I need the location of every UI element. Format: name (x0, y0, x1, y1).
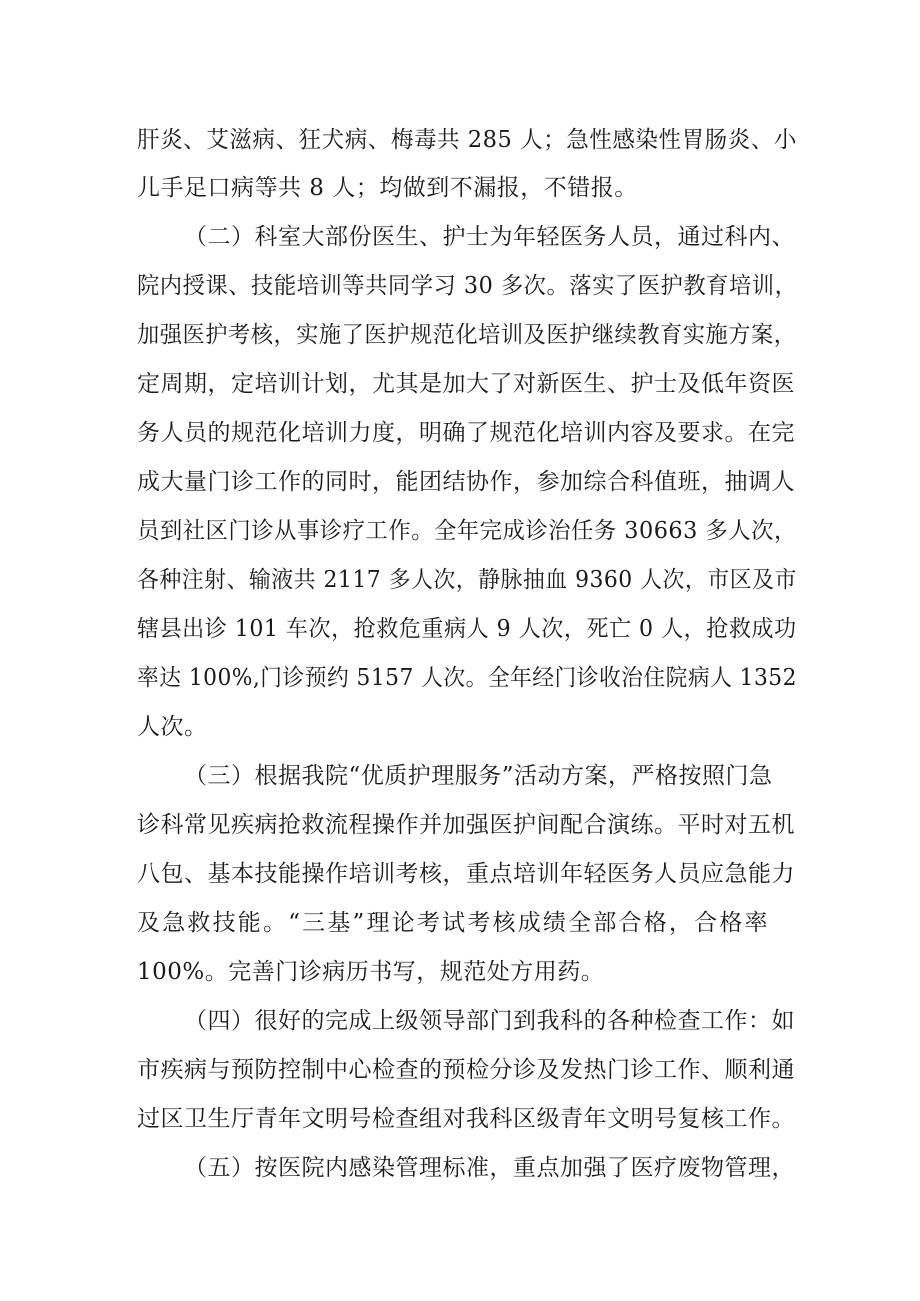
text-line: 人次。 (137, 714, 208, 740)
text-line: 员到社区门诊从事诊疗工作。全年完成诊治任务 30663 多人次， (137, 518, 797, 544)
text-line: 率达 100%,门诊预约 5157 人次。全年经门诊收治住院病人 1352 (137, 665, 797, 691)
text-line: 八包、基本技能操作培训考核，重点培训年轻医务人员应急能力 (137, 861, 795, 887)
paragraph-start: （五）按医院内感染管理标准，重点加强了医疗废物管理， (184, 1155, 795, 1181)
paragraph-start: （二）科室大部份医生、护士为年轻医务人员，通过科内、 (184, 224, 795, 250)
text-line: 肝炎、艾滋病、狂犬病、梅毒共 285 人；急性感染性胃肠炎、小 (137, 127, 798, 153)
text-line: 辖县出诊 101 车次，抢救危重病人 9 人次，死亡 0 人，抢救成功 (137, 616, 797, 642)
text-line: 成大量门诊工作的同时，能团结协作，参加综合科值班，抽调人 (137, 469, 795, 495)
text-line: 院内授课、技能培训等共同学习 30 多次。落实了医护教育培训， (137, 273, 798, 299)
text-line: 及急救技能。“三基”理论考试考核成绩全部合格，合格率 (137, 910, 770, 936)
text-line: 100%。完善门诊病历书写，规范处方用药。 (137, 959, 605, 985)
text-line: 儿手足口病等共 8 人；均做到不漏报，不错报。 (137, 175, 638, 201)
text-line: 市疾病与预防控制中心检查的预检分诊及发热门诊工作、顺利通 (137, 1057, 795, 1083)
text-line: 各种注射、输液共 2117 多人次，静脉抽血 9360 人次，市区及市 (137, 567, 797, 593)
text-line: 诊科常见疾病抢救流程操作并加强医护间配合演练。平时对五机 (137, 812, 795, 838)
text-line: 务人员的规范化培训力度，明确了规范化培训内容及要求。在完 (137, 420, 795, 446)
paragraph-start: （四）很好的完成上级领导部门到我科的各种检查工作：如 (184, 1008, 795, 1034)
text-line: 加强医护考核，实施了医护规范化培训及医护继续教育实施方案， (137, 322, 797, 348)
paragraph-start: （三）根据我院“优质护理服务”活动方案，严格按照门急 (184, 763, 773, 789)
text-line: 过区卫生厅青年文明号检查组对我科区级青年文明号复核工作。 (137, 1106, 795, 1132)
text-line: 定周期，定培训计划，尤其是加大了对新医生、护士及低年资医 (137, 371, 795, 397)
